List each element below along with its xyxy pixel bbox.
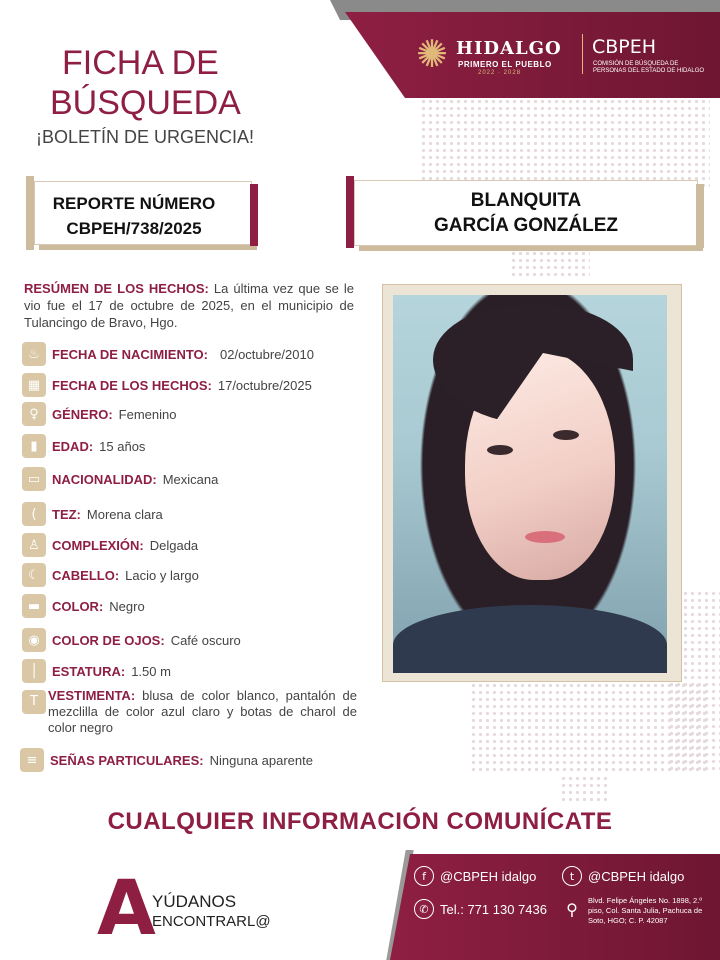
field-value: 02/octubre/2010 xyxy=(220,346,314,362)
field-value: Negro xyxy=(109,598,145,614)
photo-eye-right xyxy=(553,430,579,440)
field-event-date xyxy=(22,373,312,397)
person-first-name: BLANQUITA xyxy=(470,190,582,211)
call-to-action: CUALQUIER INFORMACIÓN COMUNÍCATE xyxy=(107,808,613,835)
id-card-icon: ▭ xyxy=(22,467,46,491)
decorative-pattern-lower xyxy=(560,775,610,805)
field-label: SEÑAS PARTICULARES: xyxy=(50,752,204,768)
shirt-icon: T xyxy=(22,690,46,714)
person-photo xyxy=(393,295,667,673)
field-age xyxy=(22,434,145,458)
field-label: COLOR DE OJOS: xyxy=(52,632,165,648)
org-acronym: CBPEH xyxy=(592,36,657,58)
field-label: CABELLO: xyxy=(52,567,120,583)
field-value: 17/octubre/2025 xyxy=(217,377,312,393)
body-icon: ♙ xyxy=(22,533,46,557)
phone-number[interactable]: Tel.: 771 130 7436 xyxy=(440,902,547,917)
field-gender xyxy=(22,402,176,426)
color-icon: ▬ xyxy=(22,594,46,618)
eye-icon: ◉ xyxy=(22,628,46,652)
page-title-line2: BÚSQUEDA xyxy=(50,84,241,122)
field-height xyxy=(22,659,171,683)
person-last-name: GARCÍA GONZÁLEZ xyxy=(433,215,618,236)
org-description: COMISIÓN DE BÚSQUEDA DE PERSONAS DEL ESTADO DE HIDALGO xyxy=(593,61,705,74)
decorative-pattern-top xyxy=(420,98,710,188)
logo-tagline: PRIMERO EL PUEBLO xyxy=(458,60,552,69)
field-label: EDAD: xyxy=(52,438,94,454)
help-logo-line2: ENCONTRARL@ xyxy=(152,913,271,930)
field-label: TEZ: xyxy=(52,506,81,522)
summary-text: La última vez que se le vio fue el 17 de octubre de 2025, en el municipio de Tulancingo de Bravo, Hgo. xyxy=(24,281,354,330)
field-build xyxy=(22,533,198,557)
logo-years: 2022 · 2028 xyxy=(478,70,522,76)
twitter-handle[interactable]: @CBPEH idalgo xyxy=(588,869,685,884)
field-label: ESTATURA: xyxy=(52,663,126,679)
report-label: REPORTE NÚMERO xyxy=(52,194,216,213)
field-label: VESTIMENTA: xyxy=(48,688,136,703)
field-label: FECHA DE LOS HECHOS: xyxy=(52,377,212,393)
hidalgo-flower-logo-icon: ✺ xyxy=(416,32,448,76)
twitter-icon: t xyxy=(562,866,582,886)
field-value: Mexicana xyxy=(162,471,219,487)
photo-eye-left xyxy=(487,445,513,455)
report-number: CBPEH/738/2025 xyxy=(66,219,202,238)
field-hair xyxy=(22,563,199,587)
logo-name: HIDALGO xyxy=(456,38,562,59)
phone-icon: ✆ xyxy=(414,899,434,919)
page-subtitle: ¡BOLETÍN DE URGENCIA! xyxy=(36,127,255,147)
age-icon: ▮ xyxy=(22,434,46,458)
page-title-line1: FICHA DE xyxy=(62,44,219,82)
field-birthdate xyxy=(22,342,314,366)
scroll-icon: ≡ xyxy=(20,748,44,772)
location-pin-icon: ⚲ xyxy=(566,899,578,919)
field-value: 1.50 m xyxy=(131,663,171,679)
field-value: Lacio y largo xyxy=(125,567,199,583)
hair-icon: ☾ xyxy=(22,563,46,587)
field-label: COMPLEXIÓN: xyxy=(52,537,144,553)
summary-label: RESÚMEN DE LOS HECHOS: xyxy=(24,281,209,296)
field-label: NACIONALIDAD: xyxy=(52,471,157,487)
field-eye-color xyxy=(22,628,241,652)
field-value: blusa de color blanco, pantalón de mezclilla de color azul claro y botas de charol de color negro xyxy=(48,688,357,735)
field-value: Ninguna aparente xyxy=(209,752,313,768)
field-complexion-tone xyxy=(22,502,163,526)
field-label: FECHA DE NACIMIENTO: xyxy=(52,346,208,362)
decorative-pattern-bottom xyxy=(470,682,710,772)
height-icon: │ xyxy=(22,659,46,683)
logo-divider xyxy=(582,34,583,74)
field-value: Femenino xyxy=(118,406,177,422)
field-clothing xyxy=(22,688,357,736)
field-value: Café oscuro xyxy=(170,632,241,648)
gender-icon: ♀ xyxy=(22,402,46,426)
field-value: Morena clara xyxy=(86,506,163,522)
help-logo-letter: A xyxy=(97,863,156,952)
decorative-pattern-middle xyxy=(510,250,590,280)
summary xyxy=(24,280,354,331)
cake-icon: ♨ xyxy=(22,342,46,366)
help-logo-line1: YÚDANOS xyxy=(152,892,237,911)
name-box-left-accent xyxy=(346,176,354,248)
field-distinguishing-marks xyxy=(20,748,313,772)
report-box-left-accent xyxy=(26,176,34,250)
field-label: GÉNERO: xyxy=(52,406,113,422)
facebook-icon: f xyxy=(414,866,434,886)
face-icon: ( xyxy=(22,502,46,526)
facebook-handle[interactable]: @CBPEH idalgo xyxy=(440,869,537,884)
field-label: COLOR: xyxy=(52,598,104,614)
calendar-icon: ▦ xyxy=(22,373,46,397)
photo-lips xyxy=(525,531,565,543)
field-hair-color xyxy=(22,594,145,618)
address: Blvd. Felipe Ángeles No. 1898, 2.º piso, Col. Santa Julia, Pachuca de Soto, HGO; C. P. 42087 xyxy=(588,896,703,925)
report-box-right-accent xyxy=(250,184,258,246)
field-nationality xyxy=(22,467,218,491)
field-value: Delgada xyxy=(149,537,199,553)
field-value: 15 años xyxy=(99,438,146,454)
